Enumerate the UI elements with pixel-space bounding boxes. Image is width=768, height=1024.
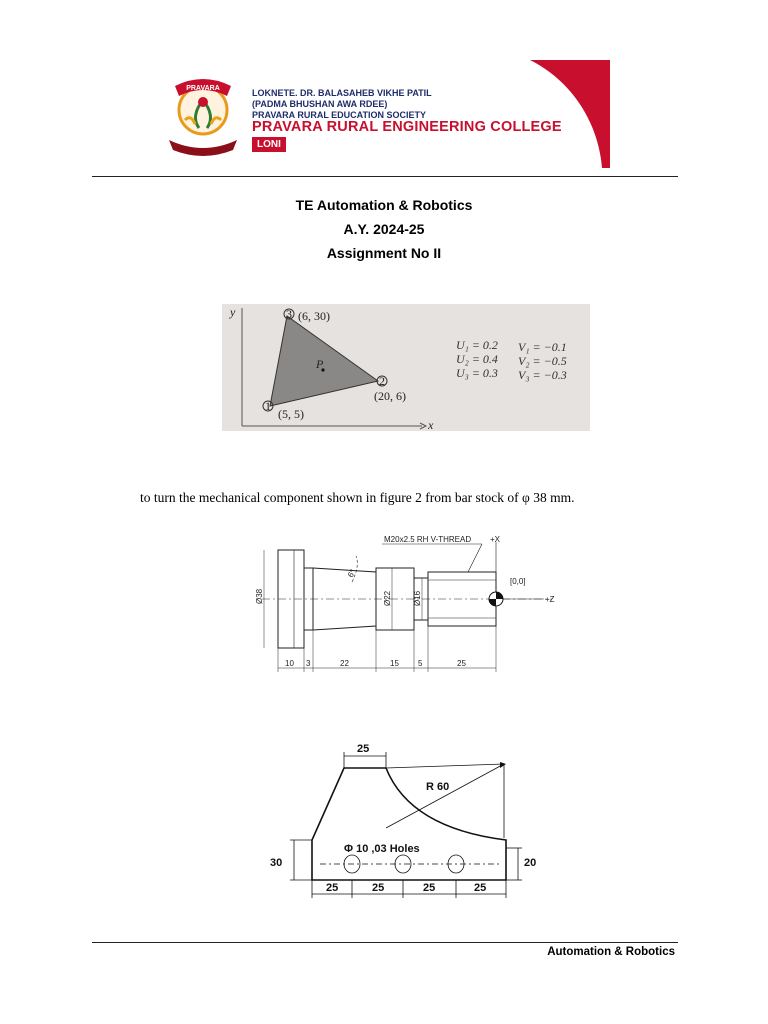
header-swoosh-decoration: [510, 60, 610, 168]
header-divider: [92, 176, 678, 177]
college-logo: [165, 70, 241, 160]
length-10-label: 10: [285, 659, 294, 668]
point-p-label: P: [316, 357, 324, 371]
taper-angle-label: 6°: [345, 567, 358, 579]
origin-label: [0,0]: [510, 577, 526, 586]
holes-label: Φ 10 ,03 Holes: [344, 843, 420, 855]
bottom-dimension-2: 25: [372, 882, 385, 894]
equation-u3: U₃ = 0.3: [456, 366, 498, 380]
equation-v2: V₂ = −0.5: [518, 354, 567, 368]
vertex-3-marker: 3: [286, 307, 292, 321]
vertex-1-marker: 1: [265, 399, 271, 413]
footer-text: Automation & Robotics: [547, 946, 675, 958]
equation-u2: U₂ = 0.4: [456, 352, 498, 366]
college-name: PRAVARA RURAL ENGINEERING COLLEGE: [252, 119, 562, 135]
figure-2-turning-part: [252, 532, 562, 680]
axis-x-plus-label: +X: [490, 535, 501, 544]
diameter-16-label: Ø16: [413, 590, 422, 606]
location-badge: LONI: [252, 137, 286, 152]
axis-y-label: y: [230, 305, 236, 319]
bottom-dimension-4: 25: [474, 882, 487, 894]
length-15-label: 15: [390, 659, 399, 668]
figure-3-plate-profile: [260, 742, 548, 900]
figure-1-triangle: [222, 304, 590, 431]
left-height-dimension: 30: [270, 857, 283, 869]
equation-v1: V₁ = −0.1: [518, 340, 567, 354]
length-3-label: 3: [306, 659, 311, 668]
vertex-2-coords: (20, 6): [374, 389, 406, 403]
vertex-1-coords: (5, 5): [278, 407, 304, 421]
logo-banner-text: PRAVARA: [186, 85, 220, 92]
org-name-line-2: (PADMA BHUSHAN AWA RDEE): [252, 99, 388, 109]
equation-u1: U₁ = 0.2: [456, 338, 498, 352]
radius-label: R 60: [426, 781, 450, 793]
axis-x-label: x: [428, 418, 434, 431]
top-width-dimension: 25: [357, 743, 370, 755]
footer-divider: [92, 942, 678, 943]
length-5-label: 5: [418, 659, 423, 668]
vertex-3-coords: (6, 30): [298, 309, 330, 323]
right-height-dimension: 20: [524, 857, 537, 869]
vertex-2-marker: 2: [379, 374, 385, 388]
instruction-text: to turn the mechanical component shown in figure 2 from bar stock of φ 38 mm.: [140, 490, 575, 505]
org-name-line-1: LOKNETE. DR. BALASAHEB VIKHE PATIL: [252, 88, 432, 98]
org-name-line-3: PRAVARA RURAL EDUCATION SOCIETY: [252, 110, 427, 120]
course-title: TE Automation & Robotics: [295, 197, 473, 213]
length-22-label: 22: [340, 659, 349, 668]
diameter-22-label: Ø22: [383, 590, 392, 606]
axis-z-plus-label: +Z: [545, 595, 555, 604]
thread-callout-label: M20x2.5 RH V-THREAD: [384, 535, 472, 544]
equation-v3: V₃ = −0.3: [518, 368, 567, 382]
length-25-label: 25: [457, 659, 466, 668]
assignment-title: Assignment No II: [326, 245, 442, 261]
bottom-dimension-3: 25: [423, 882, 436, 894]
academic-year: A.Y. 2024-25: [343, 221, 425, 237]
diameter-38-label: Ø38: [255, 588, 264, 604]
bottom-dimension-1: 25: [326, 882, 339, 894]
